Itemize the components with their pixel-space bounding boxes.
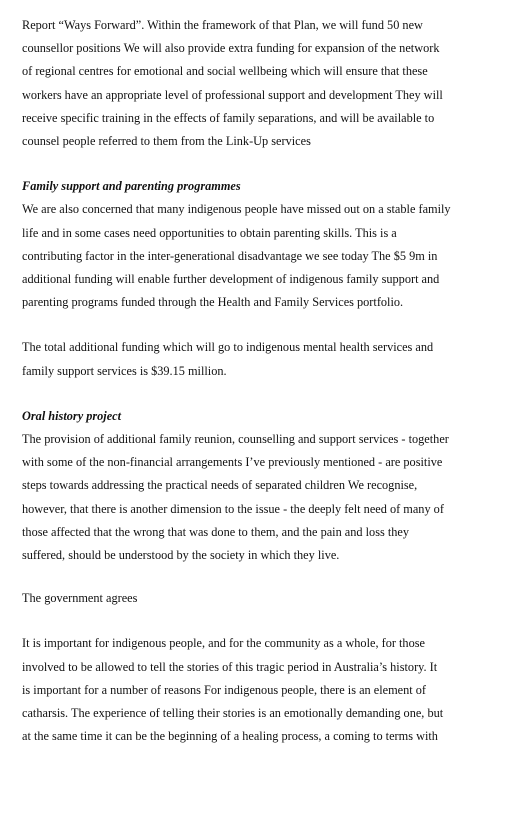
text-line: counsel people referred to them from the Link-Up services <box>22 134 311 149</box>
text-line: The total additional funding which will go to indigenous mental health services and <box>22 340 434 355</box>
text-line: The government agrees <box>22 591 138 606</box>
text-line: of regional centres for emotional and social wellbeing which will ensure that these <box>22 64 428 79</box>
section-heading-oral-history: Oral history project <box>22 408 122 423</box>
paragraph-government-agrees <box>22 587 498 610</box>
text-line: We are also concerned that many indigenous people have missed out on a stable family <box>22 202 451 217</box>
text-line: however, that there is another dimension to the issue - the deeply felt need of many of <box>22 501 444 516</box>
spacer <box>22 567 498 587</box>
text-line: suffered, should be understood by the society in which they live. <box>22 548 340 563</box>
text-line: with some of the non-financial arrangements I’ve previously mentioned - are positive <box>22 455 443 470</box>
spacer <box>22 610 498 632</box>
text-line: counsellor positions We will also provide extra funding for expansion of the network <box>22 41 440 56</box>
text-line: life and in some cases need opportunities to obtain parenting skills. This is a <box>22 225 397 240</box>
text-line: those affected that the wrong that was done to them, and the pain and loss they <box>22 524 410 539</box>
text-line: involved to be allowed to tell the stories of this tragic period in Australia’s history. It <box>22 659 438 674</box>
text-line: at the same time it can be the beginning of a healing process, a coming to terms with <box>22 729 438 744</box>
text-line: is important for a number of reasons For indigenous people, there is an element of <box>22 682 426 697</box>
spacer <box>22 383 498 405</box>
paragraph-importance <box>22 632 498 748</box>
paragraph-counsellor-funding <box>22 14 498 153</box>
paragraph-total-funding <box>22 336 498 382</box>
text-line: additional funding will enable further development of indigenous family support and <box>22 272 440 287</box>
text-line: steps towards addressing the practical needs of separated children We recognise, <box>22 478 418 493</box>
text-line: It is important for indigenous people, and for the community as a whole, for those <box>22 636 425 651</box>
paragraph-family-support <box>22 198 498 314</box>
section-heading-family-support: Family support and parenting programmes <box>22 179 241 194</box>
text-line: parenting programs funded through the Health and Family Services portfolio. <box>22 295 404 310</box>
paragraph-oral-history <box>22 428 498 567</box>
text-line: receive specific training in the effects of family separations, and will be available to <box>22 110 435 125</box>
text-line: catharsis. The experience of telling their stories is an emotionally demanding one, but <box>22 706 444 721</box>
spacer <box>22 153 498 175</box>
text-line: family support services is $39.15 million. <box>22 363 227 378</box>
text-line: Report “Ways Forward”. Within the framework of that Plan, we will fund 50 new <box>22 18 423 32</box>
text-line: workers have an appropriate level of professional support and development They will <box>22 87 443 102</box>
text-line: The provision of additional family reunion, counselling and support services - together <box>22 432 449 447</box>
document-page <box>22 14 498 748</box>
text-line: contributing factor in the inter-generational disadvantage we see today The $5 9m in <box>22 248 438 263</box>
spacer <box>22 314 498 336</box>
